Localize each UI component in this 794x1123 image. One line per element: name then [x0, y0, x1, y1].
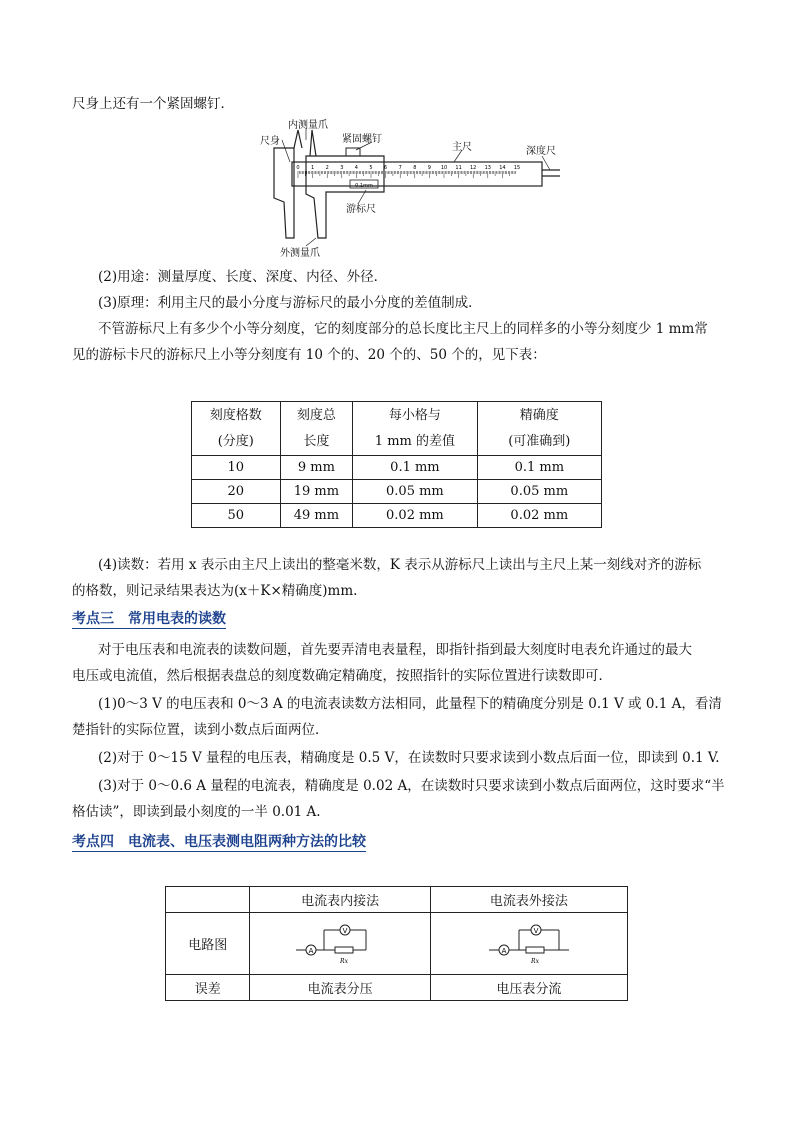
main-scale-number: 0	[296, 165, 300, 171]
vernier-caliper-figure	[254, 118, 564, 260]
vernier-table	[191, 401, 602, 528]
intro-line: 尺身上还有一个紧固螺钉．	[72, 96, 234, 112]
main-scale-ticks	[296, 165, 520, 178]
reading-line-2: 的格数，则记录结果表达为(x＋K×精确度)mm.	[72, 583, 358, 599]
table-row: 10 9 mm 0.1 mm 0.1 mm	[192, 456, 602, 480]
section4-title: 考点四 电流表、电压表测电阻两种方法的比较	[72, 834, 366, 850]
col-outer-method: 电流表外接法	[430, 887, 627, 913]
resistor-icon	[526, 947, 544, 953]
principle-line: (3)原理：利用主尺的最小分度与游标尺的最小分度的差值制成．	[98, 295, 482, 311]
resistor-icon	[335, 947, 353, 953]
svg-text:A: A	[308, 946, 314, 955]
main-scale-number: 10	[440, 165, 448, 171]
table-row: 50 49 mm 0.02 mm 0.02 mm	[192, 504, 602, 528]
svg-text:Rx: Rx	[340, 957, 349, 965]
header-cell: 刻度格数 (分度)	[192, 402, 281, 456]
main-scale-number: 14	[499, 165, 506, 171]
main-scale-number: 9	[427, 165, 431, 171]
label-body: 尺身	[260, 136, 280, 147]
reading-line-1: (4)读数：若用 x 表示由主尺上读出的整毫米数，K 表示从游标尺上读出与主尺上某一刻线对齐的游标	[98, 557, 702, 573]
label-vernier: 游标尺	[346, 204, 376, 215]
meter-line-2: 电压或电流值，然后根据表盘总的刻度数确定精确度，按照指针的实际位置进行读数即可．	[72, 668, 612, 684]
table-row: 20 19 mm 0.05 mm 0.05 mm	[192, 480, 602, 504]
vernier-text: 0.1mm	[355, 183, 373, 189]
circuit-inner-diagram	[290, 916, 390, 968]
main-scale-number: 8	[413, 165, 417, 171]
svg-text:Rx: Rx	[530, 957, 539, 965]
main-scale-number: 6	[384, 165, 388, 171]
meter-line-4: 楚指针的实际位置，读到小数点后面两位．	[72, 722, 329, 738]
inner-jaw-movable	[310, 130, 316, 156]
col-inner-method: 电流表内接法	[250, 887, 430, 913]
meter-line-3: (1)0～3 V 的电压表和 0～3 A 的电流表读数方法相同，此量程下的精确度分别是 0.1 V 或 0.1 A，看清	[98, 696, 722, 712]
principle-detail-1: 不管游标尺上有多少个小等分刻度，它的刻度部分的总长度比主尺上的同样多的小等分刻度少 1 mm常	[98, 321, 708, 337]
label-main-scale: 主尺	[452, 142, 472, 153]
circuit-outer-cell	[430, 913, 627, 975]
table-header-row	[192, 402, 602, 456]
header-cell: 每小格与 1 mm 的差值	[353, 402, 477, 456]
circuit-inner-cell	[250, 913, 430, 975]
circuit-table	[165, 886, 628, 1001]
main-scale-number: 15	[513, 165, 521, 171]
error-outer: 电压表分流	[430, 975, 627, 1001]
header-cell: 刻度总 长度	[280, 402, 353, 456]
main-scale-number: 2	[325, 165, 329, 171]
row-error-label: 误差	[166, 975, 250, 1001]
header-cell: 精确度 (可准确到)	[477, 402, 601, 456]
meter-line-5: (2)对于 0～15 V 量程的电压表，精确度是 0.5 V，在读数时只要求读到小数点后面一位，即读到 0.1 V.	[98, 750, 720, 766]
main-scale-number: 5	[369, 165, 373, 171]
meter-line-6: (3)对于 0～0.6 A 量程的电流表，精确度是 0.02 A，在读数时只要求读到小数点后面两位，这时要求“半	[98, 778, 725, 794]
usage-line: (2)用途：测量厚度、长度、深度、内径、外径．	[98, 269, 388, 285]
principle-detail-2: 见的游标卡尺的游标尺上小等分刻度有 10 个的、20 个的、50 个的，见下表：	[72, 347, 546, 363]
main-scale-number: 7	[398, 165, 402, 171]
meter-line-7: 格估读”，即读到最小刻度的一半 0.01 A.	[72, 804, 321, 820]
label-screw: 紧固螺钉	[342, 134, 382, 145]
row-circuit-label: 电路图	[166, 913, 250, 975]
svg-text:A: A	[501, 946, 507, 955]
main-scale-number: 3	[340, 165, 344, 171]
main-scale-number: 11	[455, 165, 462, 171]
svg-text:V: V	[533, 926, 539, 935]
meter-line-1: 对于电压表和电流表的读数问题，首先要弄清电表量程，即指针指到最大刻度时电表允许通过的最大	[98, 642, 692, 658]
label-outer-jaw: 外测量爪	[280, 248, 320, 259]
error-inner: 电流表分压	[250, 975, 430, 1001]
fixed-jaw	[274, 148, 294, 238]
circuit-outer-diagram	[479, 916, 579, 968]
inner-jaw-fixed	[294, 130, 302, 148]
svg-text:V: V	[342, 926, 348, 935]
main-scale-number: 12	[470, 165, 477, 171]
label-inner-jaw: 内测量爪	[288, 120, 328, 131]
main-scale-number: 4	[354, 165, 358, 171]
section3-title: 考点三 常用电表的读数	[72, 611, 226, 627]
main-scale-number: 1	[311, 165, 315, 171]
main-scale-number: 13	[484, 165, 491, 171]
label-depth-rod: 深度尺	[526, 146, 556, 157]
